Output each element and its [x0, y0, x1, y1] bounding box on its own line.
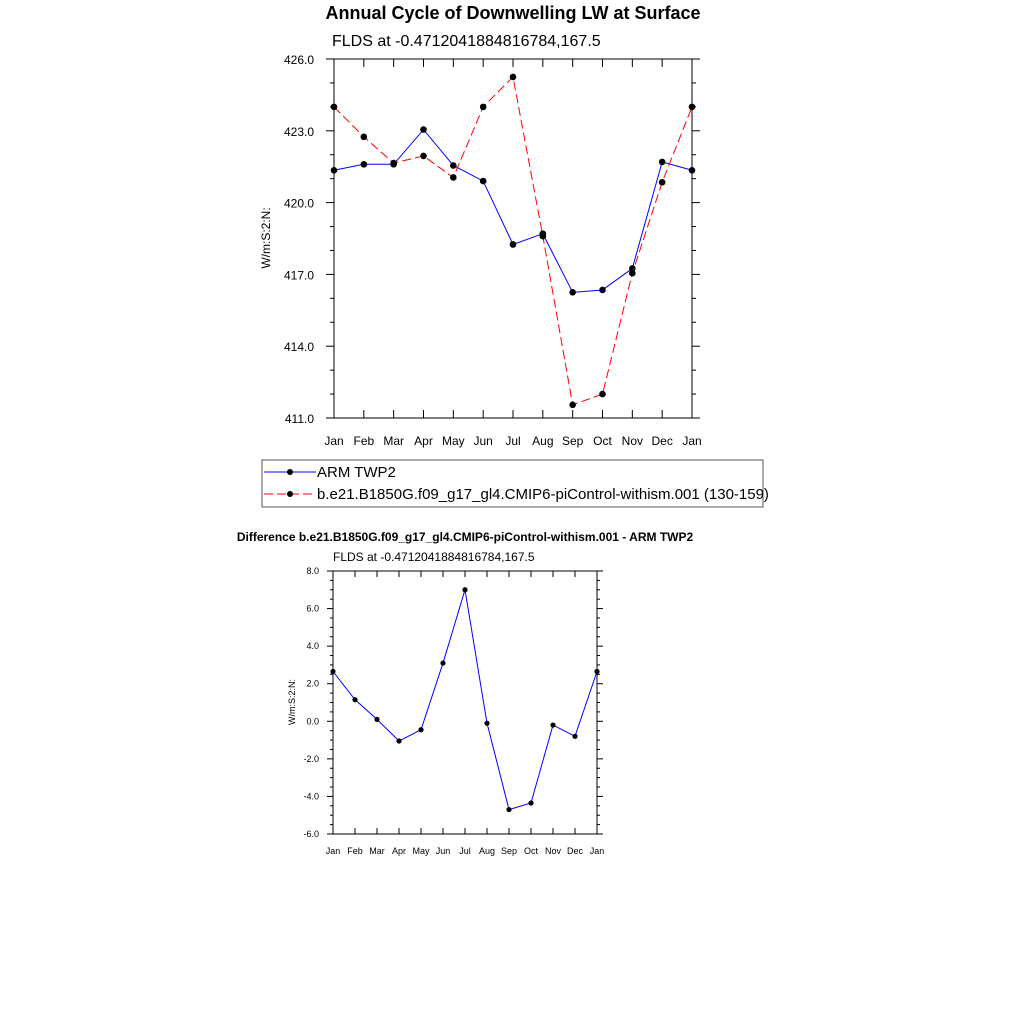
x-tick-label: Jan	[682, 434, 702, 448]
y-tick-label: 8.0	[306, 566, 319, 576]
x-tick-label: Dec	[651, 434, 673, 448]
y-tick-label: 6.0	[306, 603, 319, 614]
x-tick-label: Oct	[593, 434, 612, 448]
x-tick-label: Feb	[347, 846, 363, 856]
series-line-0	[333, 590, 597, 810]
data-point	[462, 587, 467, 592]
x-tick-label: Dec	[566, 846, 584, 856]
data-point	[599, 287, 606, 294]
legend-marker-model	[287, 491, 293, 497]
difference-chart	[237, 530, 694, 856]
x-tick-label: Jul	[505, 434, 521, 448]
data-point	[510, 74, 517, 81]
data-point	[330, 669, 335, 674]
x-tick-label: Jan	[324, 434, 344, 448]
data-point	[689, 167, 696, 174]
y-tick-label: 4.0	[306, 641, 319, 652]
y-tick-label: 411.0	[284, 412, 314, 426]
data-point	[396, 738, 401, 743]
x-tick-label: Sep	[500, 846, 518, 856]
x-tick-label: Jan	[325, 846, 341, 856]
data-point	[361, 161, 368, 168]
plot-frame	[333, 571, 597, 834]
chart-subtitle: FLDS at -0.4712041884816784,167.5	[332, 33, 601, 50]
chart-title: Annual Cycle of Downwelling LW at Surface	[325, 3, 701, 23]
x-tick-label: Jan	[589, 846, 605, 856]
series-line-1	[334, 77, 692, 405]
data-point	[689, 104, 696, 111]
legend-label-arm: ARM TWP2	[317, 464, 396, 481]
annual-cycle-chart	[259, 3, 702, 448]
data-point	[659, 159, 666, 166]
x-tick-label: Jul	[459, 846, 471, 856]
data-point	[480, 178, 487, 185]
data-point	[361, 133, 368, 140]
data-point	[331, 104, 338, 111]
series-line-0	[334, 130, 692, 293]
x-tick-label: Jun	[435, 846, 451, 856]
data-point	[594, 669, 599, 674]
y-tick-label: 420.0	[283, 196, 314, 211]
data-point	[390, 160, 397, 167]
data-point	[659, 179, 666, 186]
plot-frame	[334, 59, 692, 418]
data-point	[629, 270, 636, 277]
x-tick-label: Feb	[353, 434, 375, 448]
y-tick-label: 414.0	[283, 340, 314, 355]
data-point	[550, 722, 555, 727]
x-tick-label: Jun	[473, 434, 493, 448]
x-tick-label: Mar	[383, 434, 405, 448]
legend-marker-arm	[287, 469, 293, 475]
data-point	[540, 233, 547, 240]
y-tick-label: -6.0	[303, 829, 319, 839]
y-tick-label: -2.0	[303, 753, 319, 764]
x-tick-label: Sep	[561, 434, 584, 448]
chart-title: Difference b.e21.B1850G.f09_g17_gl4.CMIP6-piControl-withism.001 - ARM TWP2	[236, 530, 694, 544]
data-point	[352, 697, 357, 702]
x-tick-label: May	[412, 846, 430, 856]
data-point	[420, 153, 427, 160]
y-axis-label: W/m:S:2:N:	[259, 207, 273, 269]
x-tick-label: Oct	[523, 846, 539, 856]
legend-label-model: b.e21.B1850G.f09_g17_gl4.CMIP6-piControl-withism.001 (130-159)	[317, 486, 769, 503]
x-tick-label: Aug	[532, 434, 554, 448]
x-tick-label: Nov	[621, 434, 644, 448]
data-point	[572, 734, 577, 739]
y-tick-label: 417.0	[283, 268, 314, 283]
x-tick-label: May	[441, 434, 465, 448]
y-tick-label: 423.0	[283, 124, 314, 139]
data-point	[450, 162, 457, 169]
data-point	[418, 727, 423, 732]
data-point	[484, 721, 489, 726]
data-point	[450, 174, 457, 181]
data-point	[528, 800, 533, 805]
x-tick-label: Apr	[414, 434, 433, 448]
data-point	[506, 807, 511, 812]
data-point	[480, 104, 487, 111]
x-tick-label: Apr	[391, 846, 407, 856]
data-point	[599, 391, 606, 398]
data-point	[374, 717, 379, 722]
y-axis-label: W/m:S:2:N:	[287, 678, 297, 726]
y-tick-label: 0.0	[306, 716, 319, 727]
y-tick-label: 2.0	[306, 678, 319, 689]
data-point	[420, 126, 427, 133]
data-point	[331, 167, 338, 174]
chart-subtitle: FLDS at -0.4712041884816784,167.5	[333, 550, 535, 564]
data-point	[569, 289, 576, 296]
x-tick-label: Mar	[369, 846, 385, 856]
y-tick-label: 426.0	[283, 53, 314, 67]
data-point	[510, 241, 517, 248]
data-point	[569, 402, 576, 409]
chart-legend	[262, 460, 769, 507]
data-point	[440, 660, 445, 665]
x-tick-label: Nov	[544, 846, 562, 856]
x-tick-label: Aug	[478, 846, 496, 856]
y-tick-label: -4.0	[303, 791, 319, 802]
